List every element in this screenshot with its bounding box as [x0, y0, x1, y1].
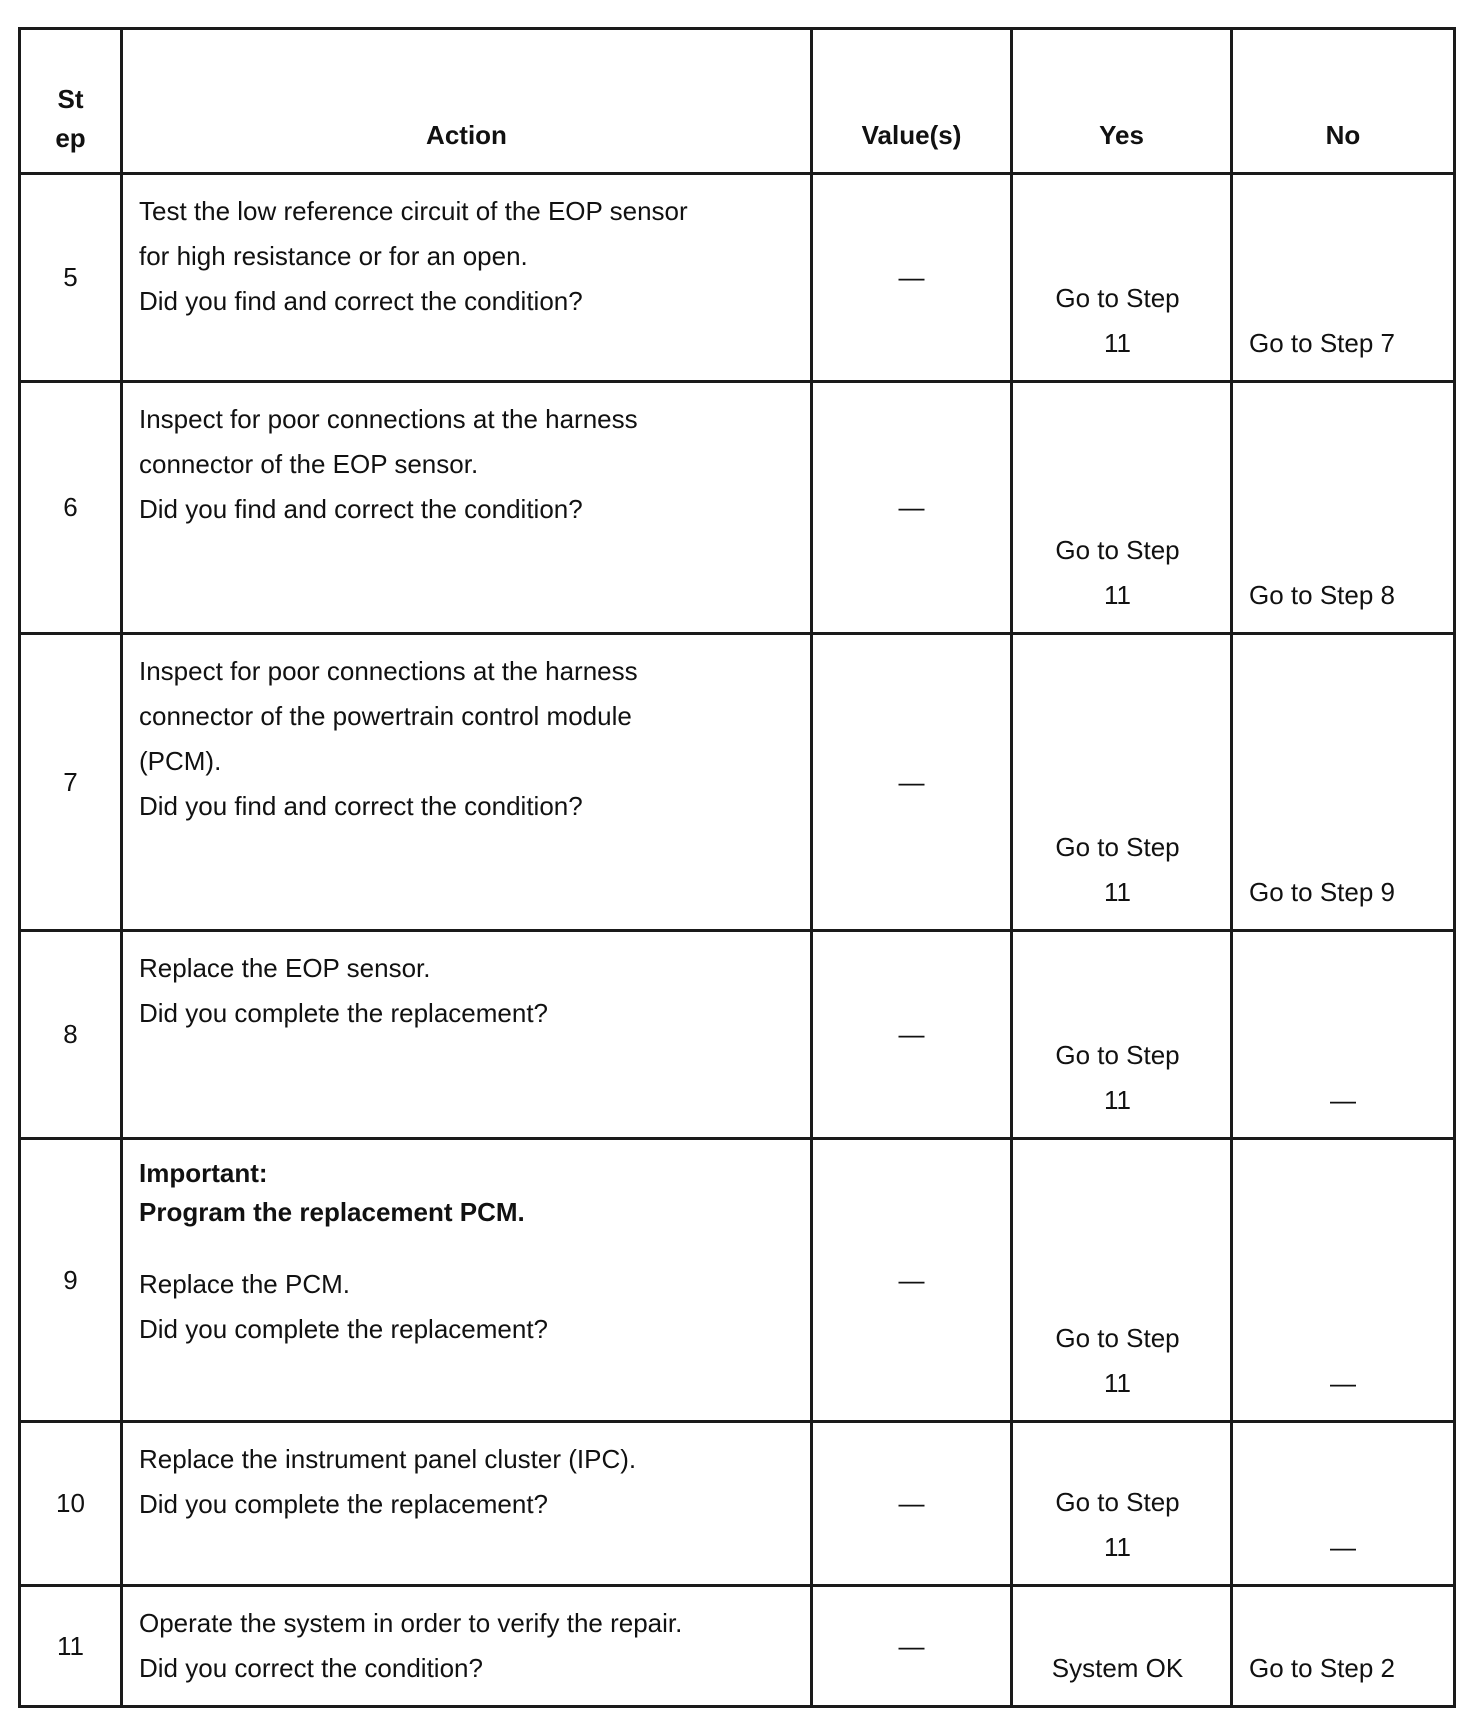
yes-line: Go to Step [1055, 535, 1180, 565]
no-cell [1232, 634, 1455, 931]
value-text: — [898, 1264, 925, 1295]
action-cell [122, 174, 812, 382]
action-cell [122, 382, 812, 634]
yes-line: 11 [1104, 1368, 1131, 1398]
step-cell [20, 931, 122, 1139]
action-line: Did you find and correct the condition? [139, 494, 583, 524]
value-cell [812, 931, 1012, 1139]
no-cell [1232, 1422, 1455, 1586]
no-line: Go to Step 8 [1249, 580, 1395, 610]
value-text: — [898, 1630, 925, 1661]
action-line: Operate the system in order to verify the repair. [139, 1608, 683, 1638]
yes-text [1013, 1480, 1230, 1584]
column-header-yes [1012, 29, 1232, 174]
yes-cell [1012, 1422, 1232, 1586]
no-text [1233, 321, 1453, 380]
action-line: Replace the PCM. [139, 1269, 350, 1299]
yes-text [1013, 1316, 1230, 1420]
action-text [123, 1587, 810, 1705]
yes-line: 11 [1104, 580, 1131, 610]
table-row [20, 1139, 1455, 1422]
yes-line: Go to Step [1055, 283, 1180, 313]
values-header-label: Value(s) [861, 120, 962, 150]
value-text: — [898, 1019, 925, 1049]
yes-cell [1012, 634, 1232, 931]
yes-line: 11 [1104, 1532, 1131, 1562]
yes-line: 11 [1104, 877, 1131, 907]
value-cell [812, 1422, 1012, 1586]
yes-header-label: Yes [1099, 120, 1144, 150]
yes-line: Go to Step [1055, 1323, 1180, 1353]
action-line: Did you complete the replacement? [139, 1314, 549, 1344]
action-line: Did you find and correct the condition? [139, 286, 583, 316]
yes-line: Go to Step [1055, 1487, 1180, 1517]
step-number: 8 [63, 1019, 78, 1049]
table-row [20, 634, 1455, 931]
action-text [123, 635, 810, 843]
no-line: Go to Step 7 [1249, 328, 1395, 358]
action-line: connector of the powertrain control module [139, 701, 632, 731]
yes-line: System OK [1051, 1653, 1184, 1683]
value-text: — [898, 492, 925, 522]
yes-cell [1012, 174, 1232, 382]
action-line: Did you complete the replacement? [139, 998, 549, 1028]
action-cell [122, 1422, 812, 1586]
action-line: Did you correct the condition? [139, 1653, 483, 1683]
important-label: Important: [139, 1158, 268, 1188]
yes-text [1013, 825, 1230, 929]
value-cell [812, 1586, 1012, 1707]
step-cell [20, 382, 122, 634]
yes-cell [1012, 1139, 1232, 1422]
action-cell [122, 634, 812, 931]
table-row [20, 174, 1455, 382]
action-line: (PCM). [139, 746, 222, 776]
no-header-label: No [1325, 120, 1361, 150]
value-cell [812, 382, 1012, 634]
step-cell [20, 1586, 122, 1707]
yes-text [1013, 1033, 1230, 1137]
step-header-label: St ep [55, 84, 86, 153]
diagnostic-steps-table [18, 27, 1456, 1708]
diagnostic-document [18, 27, 1456, 1708]
column-header-values [812, 29, 1012, 174]
value-cell [812, 634, 1012, 931]
yes-line: 11 [1104, 1085, 1131, 1115]
no-text [1233, 573, 1453, 632]
action-cell [122, 1139, 812, 1422]
action-line: Replace the EOP sensor. [139, 953, 431, 983]
no-line: — [1330, 1532, 1356, 1562]
action-cell [122, 1586, 812, 1707]
no-line: Go to Step 2 [1249, 1653, 1395, 1683]
yes-line: Go to Step [1055, 1040, 1180, 1070]
action-line: Replace the instrument panel cluster (IPC). [139, 1444, 637, 1474]
step-number: 6 [63, 492, 78, 522]
action-line: Inspect for poor connections at the harness [139, 656, 638, 686]
value-text: — [898, 766, 925, 797]
action-text [123, 383, 810, 546]
no-text [1233, 1361, 1453, 1420]
column-header-step [20, 29, 122, 174]
step-cell [20, 1139, 122, 1422]
action-line: Test the low reference circuit of the EOP sensor [139, 196, 688, 226]
action-line: Inspect for poor connections at the harness [139, 404, 638, 434]
table-row [20, 1586, 1455, 1707]
yes-line: Go to Step [1055, 832, 1180, 862]
no-text [1233, 870, 1453, 929]
no-text [1233, 1525, 1453, 1584]
action-line: Did you complete the replacement? [139, 1489, 549, 1519]
yes-text [1013, 1646, 1230, 1705]
column-header-no [1232, 29, 1455, 174]
value-text: — [898, 1488, 925, 1518]
column-header-action [122, 29, 812, 174]
yes-cell [1012, 1586, 1232, 1707]
action-line: connector of the EOP sensor. [139, 449, 479, 479]
no-cell [1232, 382, 1455, 634]
no-line: — [1330, 1085, 1356, 1115]
no-cell [1232, 1586, 1455, 1707]
step-cell [20, 634, 122, 931]
action-text [123, 1140, 810, 1366]
action-text [123, 1423, 810, 1541]
table-row [20, 1422, 1455, 1586]
no-cell [1232, 931, 1455, 1139]
yes-text [1013, 528, 1230, 632]
step-number: 9 [63, 1264, 78, 1295]
no-text [1233, 1646, 1453, 1705]
value-cell [812, 174, 1012, 382]
yes-cell [1012, 382, 1232, 634]
step-number: 10 [56, 1488, 85, 1518]
table-header-row [20, 29, 1455, 174]
yes-text [1013, 276, 1230, 380]
action-line: Did you find and correct the condition? [139, 791, 583, 821]
yes-line: 11 [1104, 328, 1131, 358]
action-text [123, 932, 810, 1050]
step-number: 5 [63, 262, 78, 292]
value-cell [812, 1139, 1012, 1422]
action-header-label: Action [426, 120, 507, 150]
value-text: — [898, 262, 925, 292]
table-row [20, 382, 1455, 634]
no-cell [1232, 1139, 1455, 1422]
step-number: 7 [63, 766, 78, 797]
action-text [123, 175, 810, 338]
no-cell [1232, 174, 1455, 382]
yes-cell [1012, 931, 1232, 1139]
action-line: for high resistance or for an open. [139, 241, 528, 271]
no-text [1233, 1078, 1453, 1137]
step-cell [20, 1422, 122, 1586]
important-note: Program the replacement PCM. [139, 1197, 525, 1227]
no-line: — [1330, 1368, 1356, 1398]
step-number: 11 [57, 1630, 84, 1661]
no-line: Go to Step 9 [1249, 877, 1395, 907]
action-cell [122, 931, 812, 1139]
step-cell [20, 174, 122, 382]
table-row [20, 931, 1455, 1139]
